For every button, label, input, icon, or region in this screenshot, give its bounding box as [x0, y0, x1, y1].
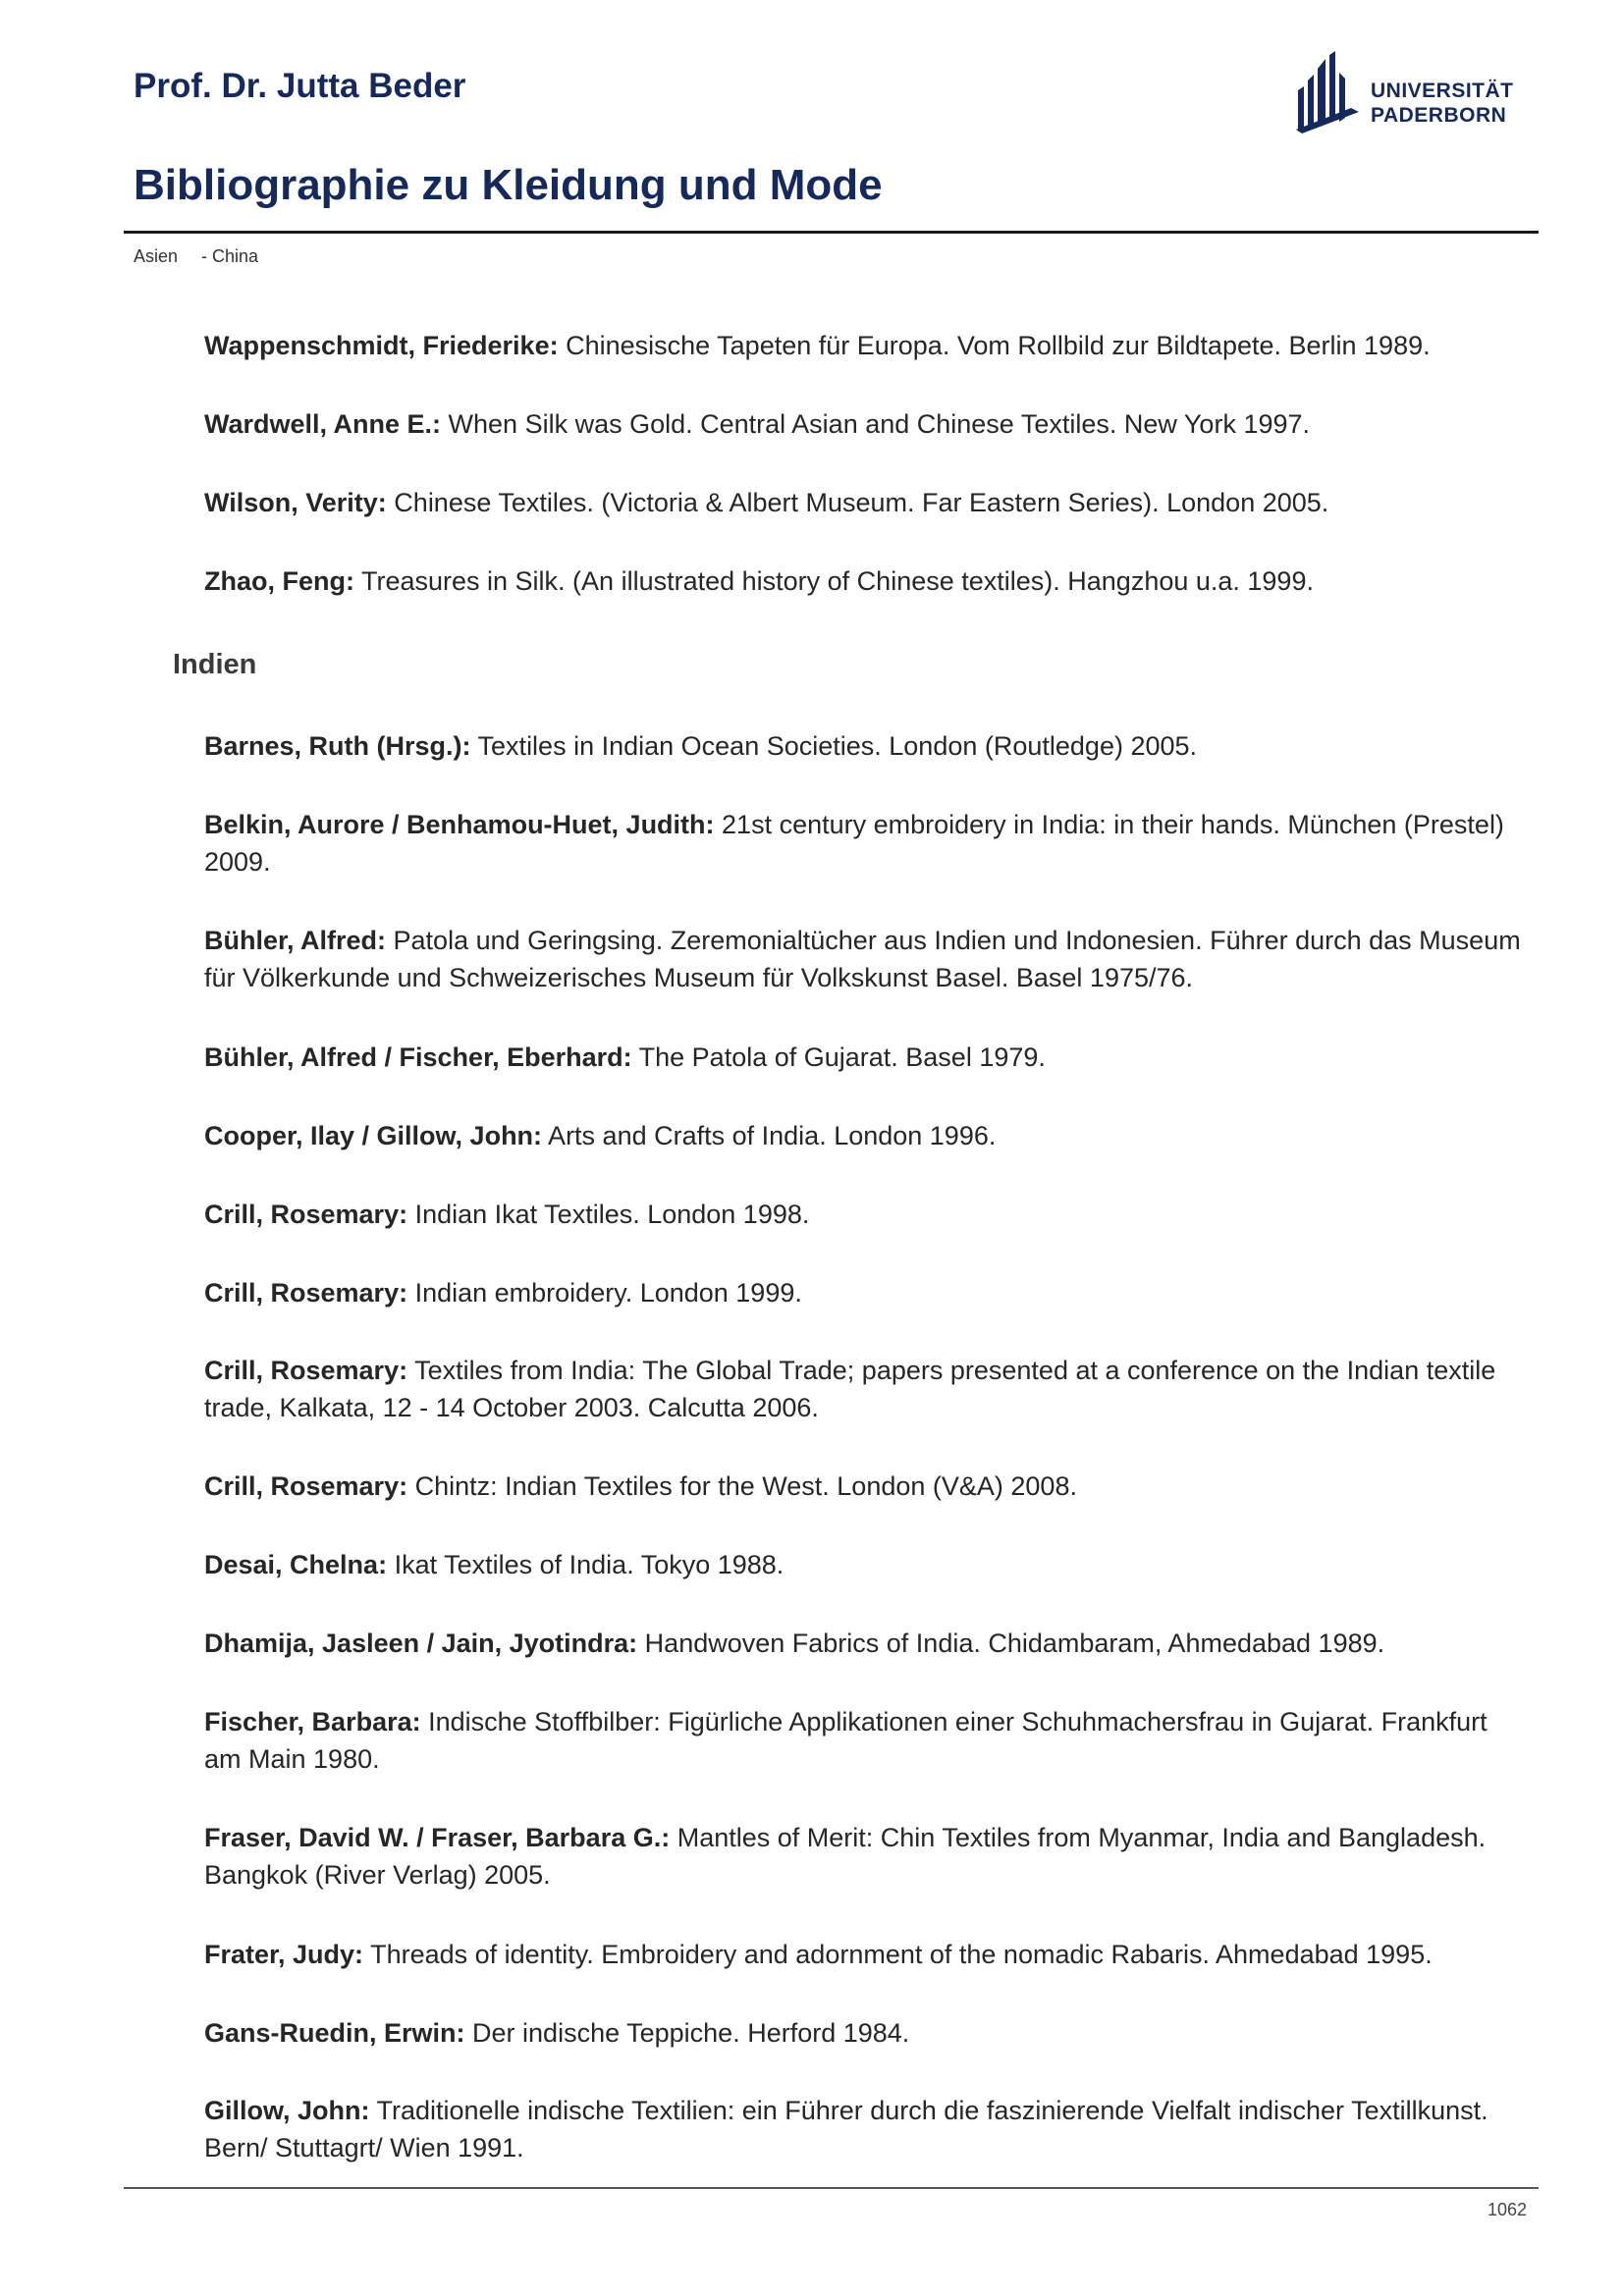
entry-author: Bühler, Alfred / Fischer, Eberhard: — [204, 1042, 632, 1072]
entry-text: Chinesische Tapeten für Europa. Vom Rollbild zur Bildtapete. Berlin 1989. — [558, 331, 1431, 360]
bibliography-entry — [204, 2092, 1526, 2166]
entry-author: Crill, Rosemary: — [204, 1471, 408, 1501]
university-logo-text — [1371, 79, 1514, 128]
entry-author: Barnes, Ruth (Hrsg.): — [204, 731, 471, 761]
entry-text: Chinese Textiles. (Victoria & Albert Museum. Far Eastern Series). London 2005. — [386, 488, 1329, 517]
entry-text: Traditionelle indische Textilien: ein Führer durch die faszinierende Vielfalt indischer Textillkunst. Bern/ Stuttagrt/ Wien 1991. — [204, 2096, 1488, 2163]
entry-text: Indian embroidery. London 1999. — [407, 1278, 802, 1308]
entry-author: Zhao, Feng: — [204, 566, 354, 596]
entry-author: Bühler, Alfred: — [204, 926, 387, 955]
page-number: 1062 — [1487, 2200, 1527, 2219]
bibliography-entry — [204, 1703, 1526, 1778]
entry-text: Indian Ikat Textiles. London 1998. — [407, 1200, 810, 1229]
entry-text: Treasures in Silk. (An illustrated history of Chinese textiles). Hangzhou u.a. 1999. — [353, 566, 1314, 596]
bibliography-entry — [204, 1274, 1526, 1311]
bibliography-entry — [204, 562, 1526, 600]
bibliography-entry — [204, 1819, 1526, 1894]
entry-text: Textiles from India: The Global Trade; papers presented at a conference on the Indian textile trade, Kalkata, 12 - 14 October 2003. Calcutta 2006. — [204, 1356, 1496, 1422]
bibliography-entry — [204, 1039, 1526, 1076]
entry-text: Textiles in Indian Ocean Societies. London (Routledge) 2005. — [470, 731, 1198, 761]
entry-text: Threads of identity. Embroidery and adornment of the nomadic Rabaris. Ahmedabad 1995. — [363, 1940, 1433, 1969]
bibliography-entry — [204, 727, 1526, 765]
logo-line-1: UNIVERSITÄT — [1371, 80, 1514, 102]
entry-author: Desai, Chelna: — [204, 1550, 388, 1579]
entry-author: Dhamija, Jasleen / Jain, Jyotindra: — [204, 1629, 638, 1658]
university-logo-icon — [1294, 51, 1365, 133]
bibliography-entry — [204, 1468, 1526, 1505]
entry-author: Wardwell, Anne E.: — [204, 409, 442, 439]
section-heading-indien: Indien — [173, 649, 257, 680]
header-divider — [124, 231, 1539, 234]
page-title: Bibliographie zu Kleidung und Mode — [134, 161, 883, 209]
entry-text: When Silk was Gold. Central Asian and Chinese Textiles. New York 1997. — [441, 409, 1311, 439]
entry-text: Ikat Textiles of India. Tokyo 1988. — [387, 1550, 784, 1579]
entry-text: Der indische Teppiche. Herford 1984. — [464, 2018, 910, 2048]
entry-author: Crill, Rosemary: — [204, 1278, 408, 1308]
breadcrumb-part-2: - China — [201, 246, 259, 266]
bibliography-entry — [204, 327, 1526, 364]
breadcrumb-part-1: Asien — [134, 246, 179, 266]
entry-text: Chintz: Indian Textiles for the West. London (V&A) 2008. — [407, 1471, 1077, 1501]
entry-author: Fraser, David W. / Fraser, Barbara G.: — [204, 1823, 671, 1852]
entry-text: Patola und Geringsing. Zeremonialtücher aus Indien und Indonesien. Führer durch das Museum für Völkerkunde und Schweizerisches Museum für Volkskunst Basel. Basel 1975/76. — [204, 926, 1521, 992]
bibliography-entry — [204, 2014, 1526, 2052]
entry-author: Gillow, John: — [204, 2096, 370, 2125]
entry-author: Wilson, Verity: — [204, 488, 387, 517]
entry-author: Fischer, Barbara: — [204, 1707, 421, 1736]
bibliography-entry — [204, 1352, 1526, 1426]
entry-author: Cooper, Ilay / Gillow, John: — [204, 1121, 543, 1150]
bibliography-entry — [204, 405, 1526, 443]
bibliography-entry — [204, 484, 1526, 521]
entry-text: The Patola of Gujarat. Basel 1979. — [631, 1042, 1046, 1072]
entry-text: Mantles of Merit: Chin Textiles from Myanmar, India and Bangladesh. Bangkok (River Verlag) 2005. — [204, 1823, 1487, 1890]
entry-author: Wappenschmidt, Friederike: — [204, 331, 559, 360]
bibliography-entry — [204, 1936, 1526, 1973]
bibliography-entry — [204, 1117, 1526, 1154]
entry-author: Frater, Judy: — [204, 1940, 364, 1969]
bibliography-entry — [204, 1625, 1526, 1662]
entry-text: 21st century embroidery in India: in their hands. München (Prestel) 2009. — [204, 810, 1504, 877]
footer-divider — [124, 2187, 1539, 2189]
entry-text: Arts and Crafts of India. London 1996. — [542, 1121, 997, 1150]
bibliography-entry — [204, 1546, 1526, 1583]
entry-author: Crill, Rosemary: — [204, 1356, 408, 1385]
entry-author: Belkin, Aurore / Benhamou-Huet, Judith: — [204, 810, 715, 839]
author-name: Prof. Dr. Jutta Beder — [134, 67, 466, 105]
bibliography-entry — [204, 806, 1526, 881]
university-logo — [1294, 51, 1522, 133]
logo-line-2: PADERBORN — [1371, 104, 1507, 127]
breadcrumb — [134, 246, 258, 267]
entry-text: Indische Stoffbilber: Figürliche Applikationen einer Schuhmachersfrau in Gujarat. Frankfurt am Main 1980. — [204, 1707, 1488, 1774]
bibliography-entry — [204, 922, 1526, 996]
entry-author: Gans-Ruedin, Erwin: — [204, 2018, 465, 2048]
bibliography-entry — [204, 1196, 1526, 1233]
entry-author: Crill, Rosemary: — [204, 1200, 408, 1229]
entry-text: Handwoven Fabrics of India. Chidambaram, Ahmedabad 1989. — [637, 1629, 1385, 1658]
